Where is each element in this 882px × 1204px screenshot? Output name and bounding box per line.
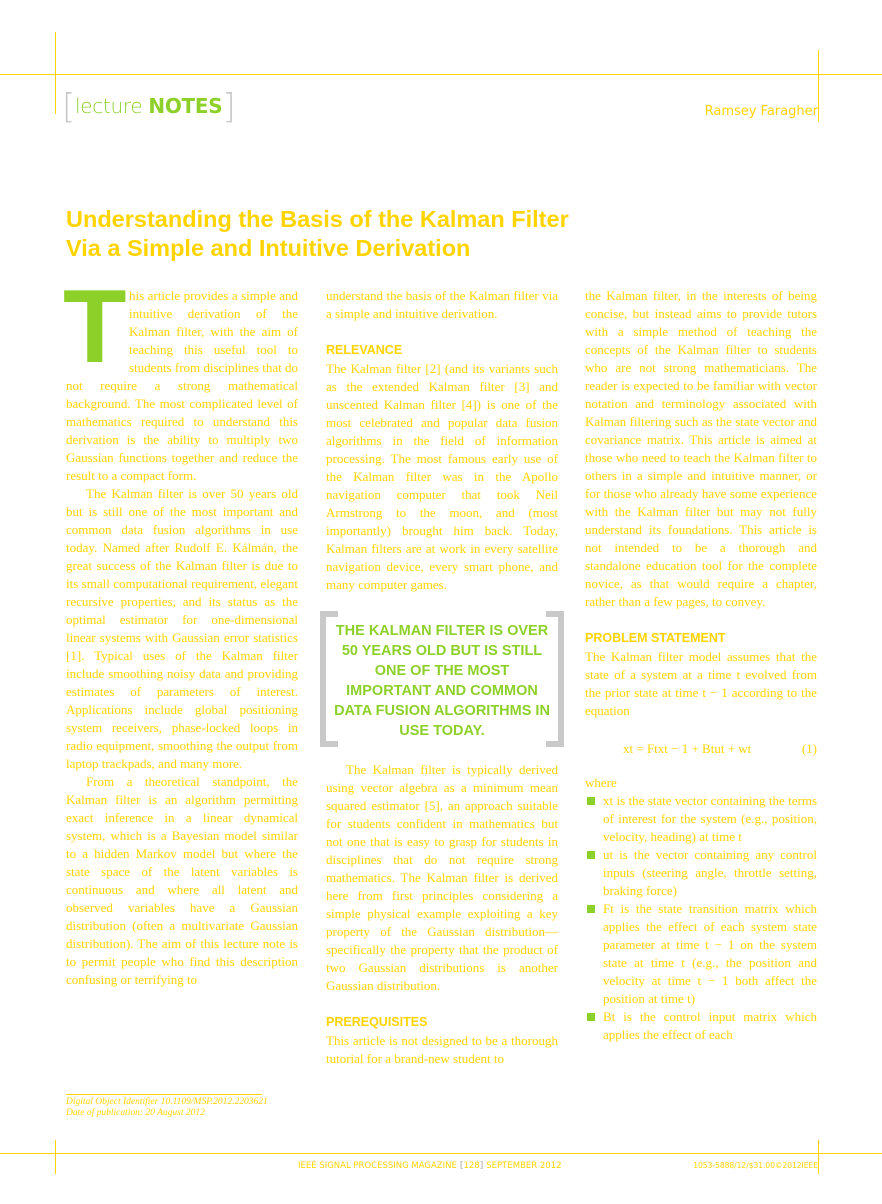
paragraph-relevance: The Kalman filter [2] (and its variants such as the extended Kalman filter [3] and unscented Kalman filter [4]) is one of the most celebrated and popular data fusion algorithms in the field of information processing. The most famous early use of the Kalman filter was in the Apollo navigation computer that took Neil Armstrong to the moon, and (most importantly) brought him back. Today, Kalman filters are at work in every satellite navigation device, every smart phone, and many computer games. <box>326 361 558 592</box>
paragraph-audience: the Kalman filter, in the interests of being concise, but instead aims to provide tutors with a simple method of teaching the concepts of the Kalman filter to students who are not strong mathematicians. The reader is expected to be familiar with vector notation and terminology associated with Kalman filtering such as the state vector and covariance matrix. This article is aimed at those who need to teach the Kalman filter to others in a simple and intuitive manner, or for those who already have some experience with the Kalman filter but may not fully understand its foundations. This article is not intended to be a thorough and standalone education tool for the complete novice, as that would require a chapter, rather than a few pages, to convey. <box>585 288 817 609</box>
title-line-1: Understanding the Basis of the Kalman Filter <box>66 206 569 232</box>
page-number: 128 <box>463 1161 480 1171</box>
heading-problem-statement: PROBLEM STATEMENT <box>585 631 726 645</box>
footer-journal <box>298 1161 562 1171</box>
paragraph-prerequisites: This article is not designed to be a thorough tutorial for a brand-new student to <box>326 1033 558 1066</box>
paragraph-theory: From a theoretical standpoint, the Kalman filter is an algorithm permitting exact inference in a linear dynamical system, which is a Bayesian model similar to a hidden Markov model but where the state space of the latent variables is continuous and where all latent and observed variables have a Gaussian distribution (often a multivariate Gaussian distribution). The aim of this lecture note is to permit people who find this description confusing or terrifying to <box>66 774 298 987</box>
header-rule-horizontal <box>0 74 882 75</box>
issue-date: SEPTEMBER 2012 <box>486 1161 562 1171</box>
intro-paragraph: his article provides a simple and intuitive derivation of the Kalman filter, with the aim of teaching this useful tool to students from disciplines that do not require a strong mathematical background. The most complicated level of mathematics required to understand this derivation is the ability to multiply two Gaussian functions together and reduce the result to a compact form. <box>66 288 298 483</box>
publication-date: Date of publication: 20 August 2012 <box>66 1108 205 1118</box>
paragraph-history: The Kalman filter is over 50 years old but is still one of the most important and common data fusion algorithms in use today. Named after Rudolf E. Kálmán, the great success of the Kalman filter is due to its small computational requirement, elegant recursive properties, and its status as the optimal estimator for one-dimensional linear systems with Gaussian error statistics [1]. Typical uses of the Kalman filter include smoothing noisy data and providing estimates of parameters of interest. Applications include global positioning system receivers, phase-locked loops in radio equipment, smoothing the output from laptop trackpads, and many more. <box>66 486 298 771</box>
article-title <box>66 205 686 263</box>
doi-identifier: Digital Object Identifier 10.1109/MSP.2012.2203621 <box>66 1097 268 1107</box>
footer-rule-horizontal <box>0 1153 882 1154</box>
footer-rule-left-vertical <box>55 1140 56 1174</box>
bullet-item <box>585 792 817 846</box>
title-line-2: Via a Simple and Intuitive Derivation <box>66 235 471 261</box>
header-rule-right-vertical <box>818 50 819 122</box>
footer-code: 1053-5888/12/$31.00©2012IEEE <box>693 1161 818 1170</box>
section-bracket-close: ] <box>222 87 236 127</box>
section-bracket-open: [ <box>62 87 75 127</box>
equation-number: (1) <box>801 741 817 756</box>
author-name: Ramsey Faragher <box>704 104 818 119</box>
bullet-square-icon <box>587 905 595 913</box>
bullet-square-icon <box>587 1013 595 1021</box>
section-label-lecture: lecture <box>74 94 149 118</box>
where-label: where <box>585 775 617 790</box>
bullet-square-icon <box>587 797 595 805</box>
bullet-item <box>585 846 817 900</box>
bullet-text: Ft is the state transition matrix which applies the effect of each system state parameter at time t − 1 on the system state at time t (e.g., the position and velocity at time t − 1 both affect the position at time t) <box>603 901 817 1006</box>
section-label-notes: NOTES <box>148 94 223 118</box>
page-bracket-open: [ <box>459 1161 464 1171</box>
equation-1 <box>585 738 817 760</box>
bullet-text: Bt is the control input matrix which applies the effect of each <box>603 1009 817 1042</box>
bullet-text: xt is the state vector containing the terms of interest for the system (e.g., position, velocity, heading) at time t <box>603 793 817 844</box>
header-rule-left-vertical <box>55 32 56 114</box>
doi-rule <box>66 1094 262 1095</box>
bullet-text: ut is the vector containing any control inputs (steering angle, throttle setting, braking force) <box>603 847 817 898</box>
column-2 <box>326 287 558 1068</box>
bullet-item <box>585 1008 817 1044</box>
equation-formula: xt = Ftxt − 1 + Btut + wt <box>623 741 752 756</box>
paragraph-continued: understand the basis of the Kalman filter via a simple and intuitive derivation. <box>326 288 558 321</box>
drop-cap: T <box>63 269 127 385</box>
column-3 <box>585 287 817 1044</box>
bullet-item <box>585 900 817 1008</box>
footer-rule-right-vertical <box>818 1140 819 1174</box>
paragraph-problem: The Kalman filter model assumes that the state of a system at a time t evolved from the prior state at time t − 1 according to the equation <box>585 649 817 718</box>
page-bracket-close: ] <box>479 1161 484 1171</box>
section-label <box>62 82 236 127</box>
pull-quote <box>326 611 558 737</box>
pull-quote-text: THE KALMAN FILTER IS OVER 50 YEARS OLD BUT IS STILL ONE OF THE MOST IMPORTANT AND COMMON DATA FUSION ALGORITHMS IN USE TODAY. <box>334 623 550 739</box>
heading-prerequisites: PREREQUISITES <box>326 1015 428 1029</box>
bullet-square-icon <box>587 851 595 859</box>
heading-relevance: RELEVANCE <box>326 343 403 357</box>
doi-note <box>66 1097 268 1119</box>
journal-name: IEEE SIGNAL PROCESSING MAGAZINE <box>298 1161 457 1171</box>
paragraph-derivation: The Kalman filter is typically derived using vector algebra as a minimum mean squared estimator [5], an approach suitable for students confident in mathematics but not one that is easy to grasp for students in disciplines that do not require strong mathematics. The Kalman filter is derived here from first principles considering a simple physical example exploiting a key property of the Gaussian distribution—specifically the property that the product of two Gaussian distributions is another Gaussian distribution. <box>326 762 558 993</box>
column-1 <box>63 269 298 989</box>
